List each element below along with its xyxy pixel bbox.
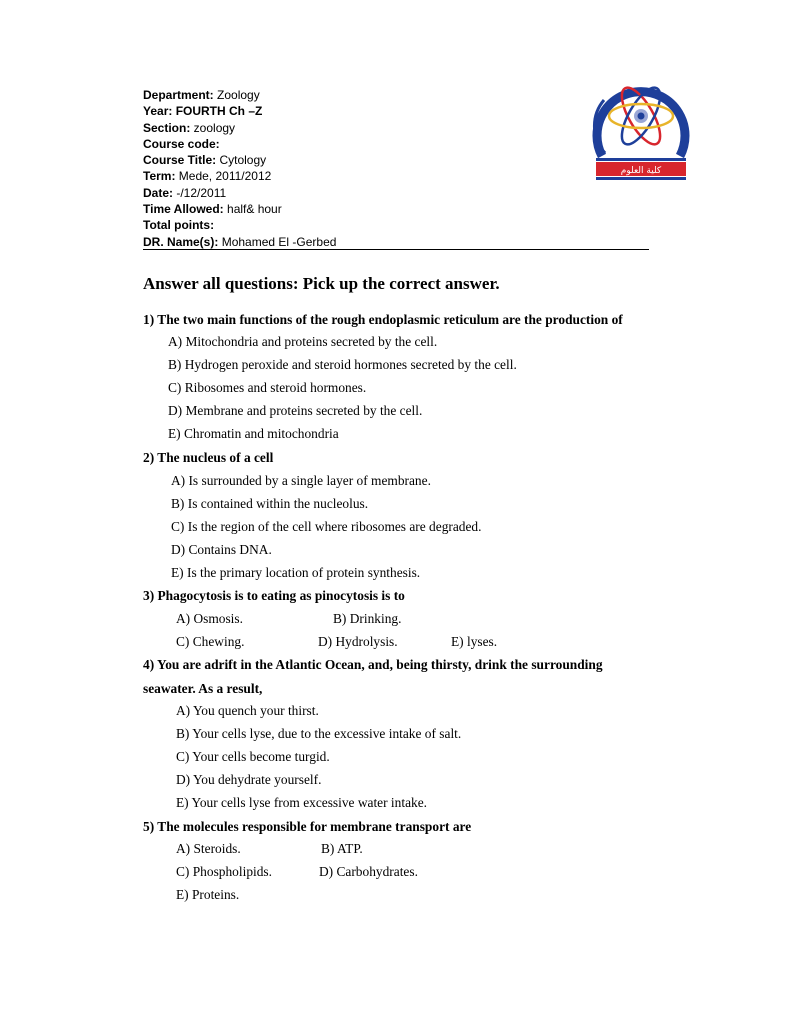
question-4-option-b[interactable]: B) Your cells lyse, due to the excessive intake of salt. [176, 726, 462, 741]
question-3-option-b[interactable]: B) Drinking. [333, 611, 402, 626]
header-year: Year: FOURTH Ch –Z [143, 104, 263, 119]
header-total-points: Total points: [143, 218, 215, 233]
question-2: 2) The nucleus of a cell [143, 450, 274, 465]
question-4-option-d[interactable]: D) You dehydrate yourself. [176, 772, 322, 787]
question-2-option-c[interactable]: C) Is the region of the cell where ribosomes are degraded. [171, 519, 482, 534]
question-4-line-2: seawater. As a result, [143, 681, 263, 696]
header-time-allowed: Time Allowed: half& hour [143, 202, 282, 217]
exam-header [143, 87, 648, 250]
question-4-line-1: 4) You are adrift in the Atlantic Ocean, and, being thirsty, drink the surrounding [143, 657, 603, 672]
question-1-option-c[interactable]: C) Ribosomes and steroid hormones. [168, 380, 367, 395]
question-1: 1) The two main functions of the rough endoplasmic reticulum are the production of [143, 312, 623, 327]
question-5-option-d[interactable]: D) Carbohydrates. [319, 864, 418, 879]
question-3: 3) Phagocytosis is to eating as pinocytosis is to [143, 588, 405, 603]
question-5-option-c[interactable]: C) Phospholipids. [176, 864, 272, 879]
header-course-code: Course code: [143, 136, 220, 151]
logo-bottom-text: كلية العلوم [620, 166, 662, 176]
question-3-option-d[interactable]: D) Hydrolysis. [318, 634, 398, 649]
logo-top-text: جامعة دمنهور [618, 70, 664, 79]
question-4-option-c[interactable]: C) Your cells become turgid. [176, 749, 330, 764]
header-course-title: Course Title: Cytology [143, 153, 267, 168]
question-2-option-a[interactable]: A) Is surrounded by a single layer of membrane. [171, 473, 431, 488]
question-5-option-a[interactable]: A) Steroids. [176, 841, 241, 856]
question-1-option-b[interactable]: B) Hydrogen peroxide and steroid hormones secreted by the cell. [168, 357, 517, 372]
question-4-option-a[interactable]: A) You quench your thirst. [176, 703, 319, 718]
question-5: 5) The molecules responsible for membrane transport are [143, 819, 472, 834]
question-1-option-e[interactable]: E) Chromatin and mitochondria [168, 426, 339, 441]
question-2-option-d[interactable]: D) Contains DNA. [171, 542, 272, 557]
question-4-option-e[interactable]: E) Your cells lyse from excessive water intake. [176, 795, 428, 810]
question-2-option-b[interactable]: B) Is contained within the nucleolus. [171, 496, 369, 511]
exam-instructions: Answer all questions: Pick up the correct answer. [143, 274, 500, 293]
question-3-option-a[interactable]: A) Osmosis. [176, 611, 243, 626]
question-5-option-e[interactable]: E) Proteins. [176, 887, 240, 902]
question-3-option-e[interactable]: E) lyses. [451, 634, 498, 649]
header-divider [143, 249, 649, 250]
header-dr-names: DR. Name(s): Mohamed El -Gerbed [143, 234, 337, 249]
header-department: Department: Zoology [143, 88, 260, 102]
question-5-option-b[interactable]: B) ATP. [321, 841, 363, 856]
header-date: Date: -/12/2011 [143, 185, 227, 200]
question-2-option-e[interactable]: E) Is the primary location of protein synthesis. [171, 565, 421, 580]
question-1-option-d[interactable]: D) Membrane and proteins secreted by the cell. [168, 403, 423, 418]
question-3-option-c[interactable]: C) Chewing. [176, 634, 245, 649]
faculty-logo-icon [588, 60, 694, 182]
header-term: Term: Mede, 2011/2012 [143, 169, 272, 184]
question-1-option-a[interactable]: A) Mitochondria and proteins secreted by the cell. [168, 334, 438, 349]
header-section: Section: zoology [143, 120, 236, 135]
